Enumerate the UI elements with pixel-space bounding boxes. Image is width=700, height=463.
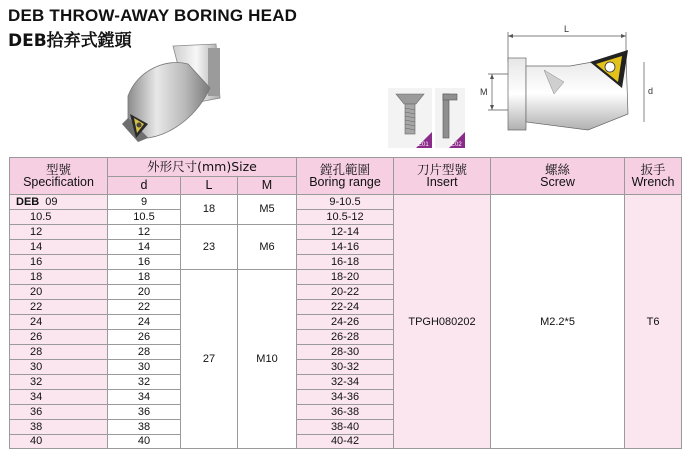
- boring-range-header: 鏜孔範圍 Boring range: [297, 158, 394, 195]
- spec-value: 18: [30, 270, 43, 283]
- d-cell: 32: [108, 374, 181, 389]
- spec-value: 30: [30, 360, 43, 373]
- boring-range-cell: 20-22: [297, 284, 394, 299]
- spec-value: 09: [45, 195, 58, 208]
- spec-cell: [10, 224, 108, 239]
- technical-drawing: [478, 22, 696, 142]
- d-cell: 34: [108, 389, 181, 404]
- spec-cell: [10, 359, 108, 374]
- m-cell: M5: [238, 195, 297, 225]
- wrench-header: 扳手 Wrench: [625, 158, 682, 195]
- spec-cell: [10, 284, 108, 299]
- boring-head-photo: [118, 38, 232, 152]
- boring-range-cell: 36-38: [297, 404, 394, 419]
- spec-cell: [10, 269, 108, 284]
- m-header: M: [238, 177, 297, 195]
- spec-cell: [10, 374, 108, 389]
- diameter-label: d: [648, 86, 654, 96]
- d-cell: 18: [108, 269, 181, 284]
- screw-icon: [388, 88, 432, 148]
- boring-range-cell: 26-28: [297, 329, 394, 344]
- d-header: d: [108, 177, 181, 195]
- l-header: L: [181, 177, 238, 195]
- spec-value: 24: [30, 315, 43, 328]
- boring-range-cell: 40-42: [297, 434, 394, 449]
- d-cell: 22: [108, 299, 181, 314]
- spec-value: 38: [30, 420, 43, 433]
- l-cell: 23: [181, 224, 238, 269]
- spec-value: 28: [30, 345, 43, 358]
- spec-table-body: [10, 195, 682, 449]
- screw-badge: E01: [418, 142, 429, 148]
- spec-value: 14: [30, 240, 43, 253]
- spec-value: 32: [30, 375, 43, 388]
- boring-range-cell: 38-40: [297, 419, 394, 434]
- d-cell: 40: [108, 434, 181, 449]
- l-cell: 18: [181, 195, 238, 225]
- boring-range-cell: 34-36: [297, 389, 394, 404]
- spec-cell: [10, 419, 108, 434]
- boring-range-cell: 28-30: [297, 344, 394, 359]
- spec-value: 10.5: [30, 210, 52, 223]
- d-cell: 16: [108, 254, 181, 269]
- spec-cell: [10, 239, 108, 254]
- d-cell: 20: [108, 284, 181, 299]
- wrench-badge: E02: [451, 142, 462, 148]
- boring-range-cell: 14-16: [297, 239, 394, 254]
- size-header: 外形尺寸(mm)Size: [108, 158, 297, 177]
- boring-range-cell: 24-26: [297, 314, 394, 329]
- d-cell: 38: [108, 419, 181, 434]
- spec-cell: [10, 254, 108, 269]
- wrench-cell: T6: [625, 195, 682, 449]
- d-cell: 30: [108, 359, 181, 374]
- spec-value: 22: [30, 300, 43, 313]
- d-cell: 36: [108, 404, 181, 419]
- spec-cell: [10, 329, 108, 344]
- spec-cell: [10, 209, 108, 224]
- spec-value: 12: [30, 225, 43, 238]
- d-cell: 10.5: [108, 209, 181, 224]
- boring-range-cell: 9-10.5: [297, 195, 394, 210]
- boring-range-cell: 10.5-12: [297, 209, 394, 224]
- screw-cell: M2.2*5: [491, 195, 625, 449]
- spec-value: 20: [30, 285, 43, 298]
- page-subtitle: DEB拾弃式鏜頭: [8, 31, 132, 51]
- spec-value: 16: [30, 255, 43, 268]
- l-cell: 27: [181, 269, 238, 449]
- d-cell: 26: [108, 329, 181, 344]
- d-cell: 28: [108, 344, 181, 359]
- spec-value: 40: [30, 435, 43, 448]
- height-label: M: [480, 87, 488, 97]
- boring-range-cell: 32-34: [297, 374, 394, 389]
- d-cell: 12: [108, 224, 181, 239]
- spec-table: [9, 157, 682, 449]
- spec-cell: [10, 344, 108, 359]
- spec-cell: [10, 314, 108, 329]
- boring-range-cell: 12-14: [297, 224, 394, 239]
- spec-cell: [10, 434, 108, 449]
- d-cell: 9: [108, 195, 181, 210]
- spec-cell: [10, 195, 108, 210]
- screw-header: 螺絲 Screw: [491, 158, 625, 195]
- insert-cell: TPGH080202: [394, 195, 491, 449]
- m-cell: M10: [238, 269, 297, 449]
- spec-value: 34: [30, 390, 43, 403]
- wrench-icon: [435, 88, 465, 148]
- spec-value: 36: [30, 405, 43, 418]
- boring-range-cell: 22-24: [297, 299, 394, 314]
- page-title: DEB THROW-AWAY BORING HEAD: [8, 6, 298, 25]
- spec-cell: [10, 404, 108, 419]
- length-label: L: [564, 24, 570, 34]
- d-cell: 14: [108, 239, 181, 254]
- table-row: [10, 195, 682, 210]
- insert-header: 刀片型號 Insert: [394, 158, 491, 195]
- spec-cell: [10, 299, 108, 314]
- spec-prefix: DEB: [16, 195, 40, 208]
- boring-range-cell: 16-18: [297, 254, 394, 269]
- m-cell: M6: [238, 224, 297, 269]
- boring-range-cell: 18-20: [297, 269, 394, 284]
- d-cell: 24: [108, 314, 181, 329]
- spec-header: 型號 Specification: [10, 158, 108, 195]
- boring-range-cell: 30-32: [297, 359, 394, 374]
- spec-cell: [10, 389, 108, 404]
- spec-value: 26: [30, 330, 43, 343]
